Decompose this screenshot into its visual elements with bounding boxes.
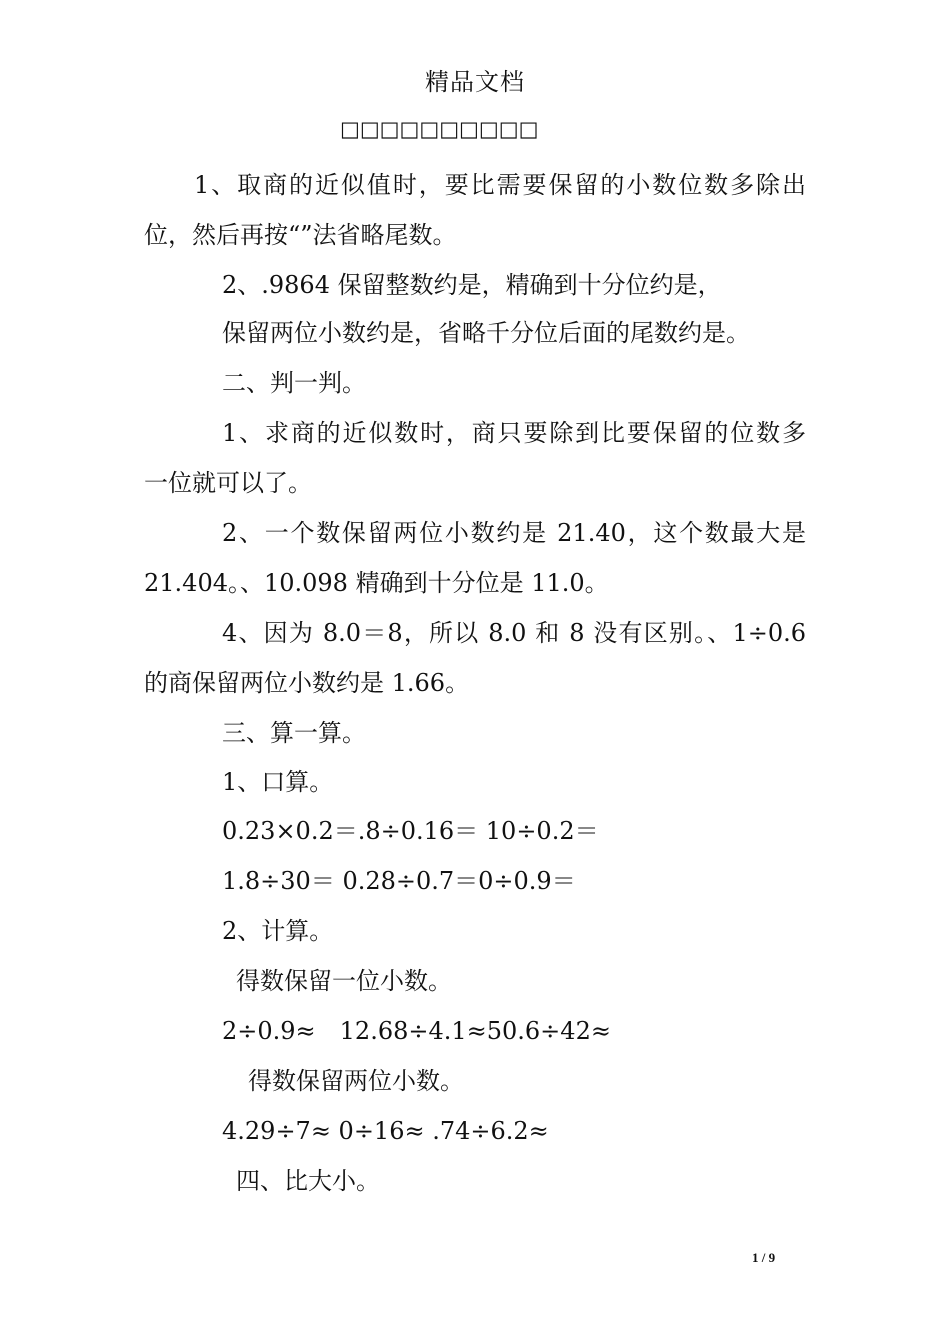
document-title-garbled: □□□□□□□□□□ [340, 117, 539, 141]
paragraph-line: 保留两位小数约是，省略千分位后面的尾数约是。 [222, 319, 750, 347]
paragraph-line: 2、一个数保留两位小数约是 21.40，这个数最大是 [222, 519, 806, 547]
paragraph-line: 1、取商的近似值时，要比需要保留的小数位数多除出 [194, 171, 806, 199]
paragraph-line: 2、.9864 保留整数约是，精确到十分位约是， [222, 271, 722, 299]
instruction-line: 得数保留两位小数。 [248, 1067, 464, 1095]
paragraph-line: 的商保留两位小数约是 1.66。 [144, 669, 470, 697]
section-heading: 四、比大小。 [236, 1167, 380, 1195]
section-heading: 二、判一判。 [222, 369, 366, 397]
exercise-line: 0.23×0.2＝.8÷0.16＝ 10÷0.2＝ [222, 817, 599, 845]
page-header-title: 精品文档 [425, 68, 525, 96]
paragraph-line: 21.404。、10.098 精确到十分位是 11.0。 [144, 569, 609, 597]
instruction-line: 得数保留一位小数。 [236, 967, 452, 995]
paragraph-line: 位，然后再按“”法省略尾数。 [144, 221, 457, 249]
subsection-heading: 1、口算。 [222, 768, 334, 796]
exercise-line: 1.8÷30＝ 0.28÷0.7＝0÷0.9＝ [222, 867, 576, 895]
paragraph-line: 1、求商的近似数时，商只要除到比要保留的位数多 [222, 419, 806, 447]
exercise-line: 2÷0.9≈ 12.68÷4.1≈50.6÷42≈ [222, 1017, 611, 1045]
page-number: 1 / 9 [752, 1250, 776, 1265]
exercise-line: 4.29÷7≈ 0÷16≈ .74÷6.2≈ [222, 1117, 549, 1145]
paragraph-line: 4、因为 8.0＝8，所以 8.0 和 8 没有区别。、1÷0.6 [222, 619, 806, 647]
section-heading: 三、算一算。 [222, 719, 366, 747]
paragraph-line: 一位就可以了。 [144, 469, 312, 497]
subsection-heading: 2、计算。 [222, 917, 334, 945]
